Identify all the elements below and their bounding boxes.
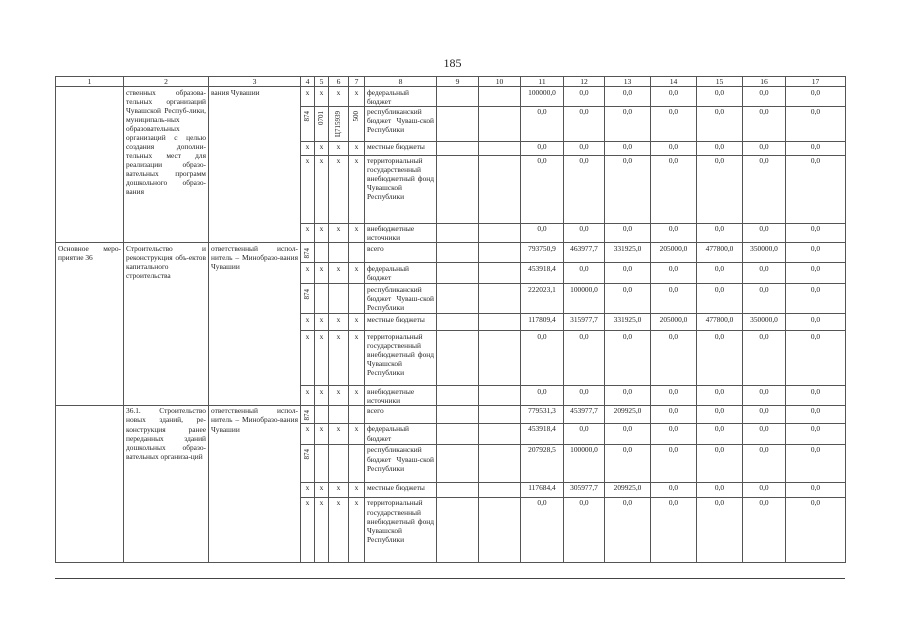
value-cell: 0,0: [743, 386, 786, 406]
code-cell: [349, 405, 365, 423]
header-cell: 9: [437, 77, 479, 87]
code-cell: [349, 284, 365, 314]
value-cell: 0,0: [605, 155, 651, 223]
code-cell: x: [329, 314, 349, 331]
empty-cell: [479, 497, 521, 562]
empty-cell: [437, 423, 479, 444]
value-cell: 0,0: [697, 423, 743, 444]
funding-source-cell: территориальный государственный внебюджетный фонд Чувашской Республики: [365, 331, 437, 386]
value-cell: 209925,0: [605, 482, 651, 497]
code-cell: x: [315, 155, 329, 223]
code-cell: x: [315, 263, 329, 284]
value-cell: 0,0: [605, 263, 651, 284]
value-cell: 0,0: [651, 482, 697, 497]
value-cell: 305977,7: [564, 482, 605, 497]
code-cell: [349, 243, 365, 263]
table-row: [56, 405, 846, 423]
value-cell: 0,0: [697, 155, 743, 223]
header-cell: 5: [315, 77, 329, 87]
header-cell: 14: [651, 77, 697, 87]
code-cell: x: [315, 497, 329, 562]
value-cell: 0,0: [521, 155, 564, 223]
empty-cell: [437, 314, 479, 331]
value-cell: 205000,0: [651, 243, 697, 263]
code-cell: [315, 284, 329, 314]
table-bottom-rule: [55, 578, 845, 579]
value-cell: 0,0: [521, 331, 564, 386]
page-number: 185: [443, 56, 462, 70]
value-cell: 0,0: [651, 263, 697, 284]
value-cell: 0,0: [651, 106, 697, 141]
code-cell: x: [329, 141, 349, 155]
value-cell: 0,0: [564, 497, 605, 562]
value-cell: 0,0: [651, 284, 697, 314]
empty-cell: [479, 223, 521, 243]
header-cell: 8: [365, 77, 437, 87]
value-cell: 0,0: [786, 223, 846, 243]
value-cell: 0,0: [651, 497, 697, 562]
value-cell: 0,0: [605, 284, 651, 314]
value-cell: 779531,3: [521, 405, 564, 423]
code-cell: x: [301, 223, 315, 243]
funding-source-cell: внебюджетные источники: [365, 386, 437, 406]
value-cell: 0,0: [697, 405, 743, 423]
code-cell: [301, 405, 315, 423]
value-cell: 0,0: [521, 106, 564, 141]
code-cell: [349, 106, 365, 141]
value-cell: 0,0: [743, 423, 786, 444]
code-cell: x: [349, 482, 365, 497]
value-cell: 0,0: [743, 155, 786, 223]
value-cell: 0,0: [697, 223, 743, 243]
vertical-code: 874: [303, 449, 312, 460]
code-cell: x: [315, 223, 329, 243]
value-cell: 0,0: [697, 497, 743, 562]
value-cell: 117809,4: [521, 314, 564, 331]
empty-cell: [437, 405, 479, 423]
executor-cell: вания Чувашии: [209, 87, 301, 243]
code-cell: x: [301, 497, 315, 562]
funding-source-cell: республиканский бюджет Чуваш-ской Республики: [365, 444, 437, 482]
empty-cell: [479, 405, 521, 423]
header-cell: 1: [56, 77, 124, 87]
value-cell: 207928,5: [521, 444, 564, 482]
value-cell: 0,0: [521, 386, 564, 406]
code-cell: [301, 444, 315, 482]
vertical-code: 874: [303, 410, 312, 421]
funding-source-cell: внебюджетные источники: [365, 223, 437, 243]
value-cell: 0,0: [786, 482, 846, 497]
vertical-code: 874: [303, 247, 312, 259]
value-cell: 100000,0: [564, 444, 605, 482]
code-cell: x: [349, 386, 365, 406]
code-cell: [315, 243, 329, 263]
value-cell: 0,0: [521, 141, 564, 155]
value-cell: 0,0: [743, 223, 786, 243]
value-cell: 0,0: [786, 444, 846, 482]
code-cell: x: [301, 87, 315, 107]
header-cell: 10: [479, 77, 521, 87]
value-cell: 0,0: [564, 423, 605, 444]
code-cell: [315, 106, 329, 141]
funding-source-cell: республиканский бюджет Чуваш-ской Республики: [365, 284, 437, 314]
empty-cell: [479, 263, 521, 284]
code-cell: [329, 106, 349, 141]
empty-cell: [437, 331, 479, 386]
code-cell: [329, 444, 349, 482]
value-cell: 100000,0: [521, 87, 564, 107]
value-cell: 0,0: [786, 263, 846, 284]
code-cell: x: [301, 155, 315, 223]
empty-cell: [479, 386, 521, 406]
header-cell: 13: [605, 77, 651, 87]
code-cell: x: [349, 331, 365, 386]
code-cell: [349, 444, 365, 482]
funding-source-cell: всего: [365, 405, 437, 423]
header-cell: 15: [697, 77, 743, 87]
header-cell: 7: [349, 77, 365, 87]
value-cell: 100000,0: [564, 284, 605, 314]
value-cell: 0,0: [651, 423, 697, 444]
funding-source-cell: территориальный государственный внебюджетный фонд Чувашской Республики: [365, 155, 437, 223]
empty-cell: [437, 497, 479, 562]
header-cell: 2: [124, 77, 209, 87]
name-cell: Строительство и реконструкция объ-ектов капитального строительства: [124, 243, 209, 406]
value-cell: 350000,0: [743, 243, 786, 263]
event-cell: [56, 87, 124, 243]
value-cell: 0,0: [605, 423, 651, 444]
value-cell: 0,0: [651, 223, 697, 243]
empty-cell: [479, 331, 521, 386]
value-cell: 0,0: [743, 497, 786, 562]
code-cell: [329, 405, 349, 423]
value-cell: 0,0: [697, 284, 743, 314]
vertical-code: 874: [303, 288, 312, 300]
value-cell: 0,0: [651, 155, 697, 223]
code-cell: x: [315, 314, 329, 331]
value-cell: 0,0: [564, 331, 605, 386]
value-cell: 0,0: [786, 497, 846, 562]
empty-cell: [437, 243, 479, 263]
code-cell: x: [349, 263, 365, 284]
code-cell: x: [315, 482, 329, 497]
header-cell: 16: [743, 77, 786, 87]
funding-source-cell: федеральный бюджет: [365, 87, 437, 107]
value-cell: 0,0: [786, 141, 846, 155]
value-cell: 350000,0: [743, 314, 786, 331]
value-cell: 0,0: [521, 223, 564, 243]
value-cell: 0,0: [697, 106, 743, 141]
value-cell: 0,0: [651, 331, 697, 386]
code-cell: x: [315, 141, 329, 155]
value-cell: 117684,4: [521, 482, 564, 497]
code-cell: [301, 106, 315, 141]
code-cell: x: [329, 482, 349, 497]
code-cell: x: [329, 423, 349, 444]
value-cell: 453977,7: [564, 405, 605, 423]
value-cell: 0,0: [564, 87, 605, 107]
value-cell: 0,0: [605, 331, 651, 386]
code-cell: x: [329, 223, 349, 243]
code-cell: x: [349, 497, 365, 562]
value-cell: 315977,7: [564, 314, 605, 331]
empty-cell: [479, 87, 521, 107]
code-cell: x: [315, 423, 329, 444]
funding-source-cell: местные бюджеты: [365, 141, 437, 155]
code-cell: x: [301, 331, 315, 386]
table-row: [56, 87, 846, 107]
value-cell: 0,0: [697, 386, 743, 406]
name-cell: ственных образова-тельных организаций Чувашской Респуб-лики, муниципаль-ных образовательных организаций с целью создания дополни-тельных мест для реализации образо-вательных программ дошкольного образо-вания: [124, 87, 209, 243]
value-cell: 0,0: [786, 87, 846, 107]
code-cell: x: [349, 314, 365, 331]
empty-cell: [479, 284, 521, 314]
empty-cell: [479, 106, 521, 141]
value-cell: 0,0: [743, 106, 786, 141]
value-cell: 463977,7: [564, 243, 605, 263]
value-cell: 477800,0: [697, 243, 743, 263]
value-cell: 0,0: [605, 87, 651, 107]
value-cell: 0,0: [697, 87, 743, 107]
executor-cell: ответственный испол-нитель – Минобразо-вания Чувашии: [209, 243, 301, 406]
value-cell: 0,0: [743, 444, 786, 482]
value-cell: 0,0: [564, 223, 605, 243]
empty-cell: [437, 482, 479, 497]
value-cell: 453918,4: [521, 263, 564, 284]
value-cell: 209925,0: [605, 405, 651, 423]
value-cell: 0,0: [564, 155, 605, 223]
empty-cell: [437, 284, 479, 314]
empty-cell: [437, 444, 479, 482]
value-cell: 0,0: [605, 444, 651, 482]
code-cell: x: [301, 314, 315, 331]
header-cell: 17: [786, 77, 846, 87]
code-cell: x: [349, 223, 365, 243]
value-cell: 205000,0: [651, 314, 697, 331]
value-cell: 0,0: [651, 87, 697, 107]
value-cell: 477800,0: [697, 314, 743, 331]
header-row: [56, 77, 846, 87]
code-cell: [301, 243, 315, 263]
budget-table: [55, 76, 846, 563]
empty-cell: [479, 482, 521, 497]
value-cell: 0,0: [521, 497, 564, 562]
value-cell: 0,0: [651, 141, 697, 155]
value-cell: 0,0: [743, 141, 786, 155]
funding-source-cell: федеральный бюджет: [365, 423, 437, 444]
value-cell: 0,0: [786, 155, 846, 223]
code-cell: x: [301, 141, 315, 155]
value-cell: 0,0: [651, 386, 697, 406]
code-cell: x: [329, 263, 349, 284]
executor-cell: ответственный испол-нитель – Минобразо-вания Чувашии: [209, 405, 301, 562]
code-cell: x: [301, 386, 315, 406]
value-cell: 0,0: [786, 243, 846, 263]
event-cell: Основное меро-приятие 36: [56, 243, 124, 406]
code-cell: x: [315, 87, 329, 107]
code-cell: x: [349, 423, 365, 444]
code-cell: x: [349, 155, 365, 223]
header-cell: 6: [329, 77, 349, 87]
value-cell: 222023,1: [521, 284, 564, 314]
value-cell: 0,0: [743, 263, 786, 284]
value-cell: 0,0: [786, 106, 846, 141]
value-cell: 0,0: [697, 141, 743, 155]
empty-cell: [437, 223, 479, 243]
name-cell: 36.1. Строительство новых зданий, ре-конструкция ранее переданных зданий дошкольных образо-вательных организа-ций: [124, 405, 209, 562]
value-cell: 0,0: [605, 497, 651, 562]
empty-cell: [437, 87, 479, 107]
vertical-code: 874: [303, 111, 312, 122]
header-cell: 3: [209, 77, 301, 87]
header-cell: 4: [301, 77, 315, 87]
value-cell: 0,0: [743, 482, 786, 497]
code-cell: x: [315, 386, 329, 406]
value-cell: 0,0: [786, 314, 846, 331]
funding-source-cell: местные бюджеты: [365, 482, 437, 497]
code-cell: x: [329, 155, 349, 223]
value-cell: 0,0: [786, 331, 846, 386]
value-cell: 0,0: [697, 331, 743, 386]
code-cell: [329, 243, 349, 263]
vertical-code: 0701: [317, 111, 326, 126]
funding-source-cell: местные бюджеты: [365, 314, 437, 331]
value-cell: 0,0: [605, 106, 651, 141]
header-cell: 12: [564, 77, 605, 87]
code-cell: [315, 405, 329, 423]
value-cell: 0,0: [697, 263, 743, 284]
value-cell: 0,0: [564, 106, 605, 141]
value-cell: 331925,0: [605, 243, 651, 263]
code-cell: [329, 284, 349, 314]
empty-cell: [479, 243, 521, 263]
header-cell: 11: [521, 77, 564, 87]
empty-cell: [479, 444, 521, 482]
empty-cell: [437, 141, 479, 155]
vertical-code: 500: [352, 111, 361, 122]
code-cell: [301, 284, 315, 314]
value-cell: 0,0: [605, 141, 651, 155]
funding-source-cell: республиканский бюджет Чуваш-ской Республики: [365, 106, 437, 141]
empty-cell: [479, 155, 521, 223]
empty-cell: [479, 141, 521, 155]
value-cell: 0,0: [697, 482, 743, 497]
value-cell: 0,0: [564, 263, 605, 284]
value-cell: 793750,9: [521, 243, 564, 263]
value-cell: 0,0: [651, 405, 697, 423]
empty-cell: [437, 386, 479, 406]
code-cell: x: [329, 331, 349, 386]
code-cell: [315, 444, 329, 482]
funding-source-cell: федеральный бюджет: [365, 263, 437, 284]
table-row: [56, 243, 846, 263]
code-cell: x: [329, 497, 349, 562]
code-cell: x: [329, 386, 349, 406]
empty-cell: [479, 423, 521, 444]
event-cell: [56, 405, 124, 562]
value-cell: 0,0: [605, 386, 651, 406]
value-cell: 0,0: [786, 386, 846, 406]
code-cell: x: [301, 423, 315, 444]
code-cell: x: [301, 263, 315, 284]
value-cell: 0,0: [651, 444, 697, 482]
empty-cell: [479, 314, 521, 331]
empty-cell: [437, 155, 479, 223]
vertical-code: Ц715939: [334, 111, 343, 138]
value-cell: 0,0: [743, 331, 786, 386]
code-cell: x: [329, 87, 349, 107]
value-cell: 0,0: [786, 423, 846, 444]
value-cell: 0,0: [786, 405, 846, 423]
value-cell: 0,0: [743, 87, 786, 107]
funding-source-cell: территориальный государственный внебюджетный фонд Чувашской Республики: [365, 497, 437, 562]
empty-cell: [437, 263, 479, 284]
empty-cell: [437, 106, 479, 141]
value-cell: 331925,0: [605, 314, 651, 331]
value-cell: 453918,4: [521, 423, 564, 444]
value-cell: 0,0: [743, 405, 786, 423]
value-cell: 0,0: [564, 141, 605, 155]
value-cell: 0,0: [743, 284, 786, 314]
value-cell: 0,0: [697, 444, 743, 482]
code-cell: x: [349, 87, 365, 107]
code-cell: x: [315, 331, 329, 386]
value-cell: 0,0: [564, 386, 605, 406]
code-cell: x: [349, 141, 365, 155]
value-cell: 0,0: [786, 284, 846, 314]
funding-source-cell: всего: [365, 243, 437, 263]
code-cell: x: [301, 482, 315, 497]
value-cell: 0,0: [605, 223, 651, 243]
